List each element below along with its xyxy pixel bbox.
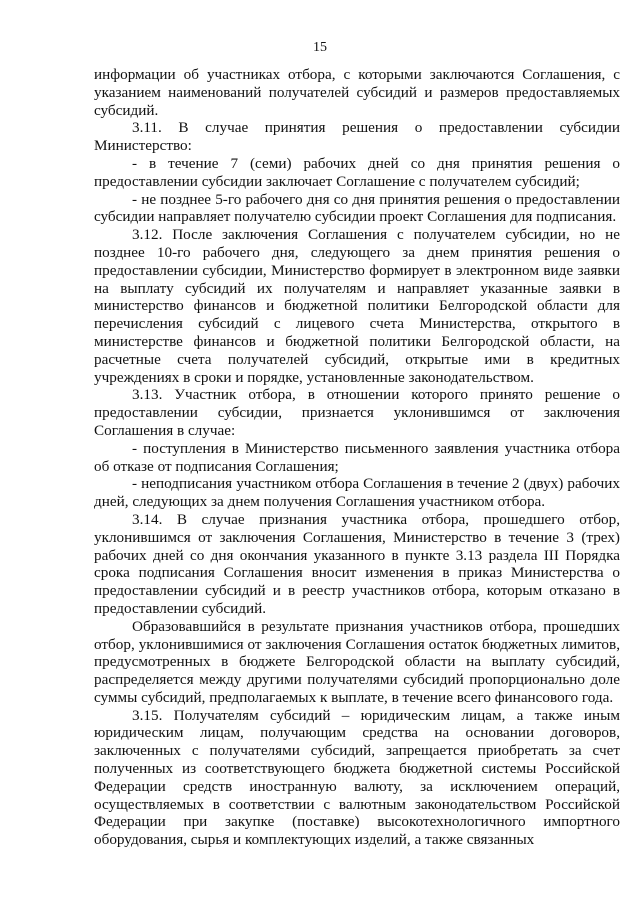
paragraph-3-13: 3.13. Участник отбора, в отношении которого принято решение о предоставлении субсидии, признается уклонившимся от заключения Соглашения в случае:	[94, 386, 620, 439]
paragraph-3-11: 3.11. В случае принятия решения о предоставлении субсидии Министерство:	[94, 119, 620, 155]
paragraph-budget-remainder: Образовавшийся в результате признания участников отбора, прошедших отбор, уклонившимися от заключения Соглашения остаток бюджетных лимитов, предусмотренных в бюджете Белгородской области на выплату субсидий, распределяется между другими получателями субсидий пропорционально доле суммы субсидий, предполагаемых к выплате, в течение всего финансового года.	[94, 617, 620, 706]
list-item-non-signing: - неподписания участником отбора Соглашения в течение 2 (двух) рабочих дней, следующих за днем получения Соглашения участником отбора.	[94, 475, 620, 511]
page-number: 15	[313, 40, 327, 55]
paragraph-3-14: 3.14. В случае признания участника отбора, прошедшего отбор, уклонившимся от заключения Соглашения, Министерство в течение 3 (трех) рабочих дней со дня окончания указанного в пункте 3.13 раздела III Порядка срока подписания Соглашения вносит изменения в приказ Министерства о предоставлении субсидий и в реестр участников отбора, которым отказано в предоставлении субсидий.	[94, 510, 620, 617]
paragraph-3-12: 3.12. После заключения Соглашения с получателем субсидии, но не позднее 10-го рабочего дня, следующего за днем принятия решения о предоставлении субсидии, Министерство формирует в электронном виде заявки на выплату субсидий их получателям и направляет указанные заявки в министерство финансов и бюджетной политики Белгородской области для перечисления субсидий с лицевого счета Министерства, открытого в министерстве финансов и бюджетной политики Белгородской области, на расчетные счета получателей субсидий, открытые ими в кредитных учреждениях в сроки и порядке, установленные законодательством.	[94, 226, 620, 386]
list-item-contract-draft: - не позднее 5-го рабочего дня со дня принятия решения о предоставлении субсидии направляет получателю субсидии проект Соглашения для подписания.	[94, 190, 620, 226]
paragraph-continuation: информации об участниках отбора, с которыми заключаются Соглашения, с указанием наименований получателей субсидий и размеров предоставляемых субсидий.	[94, 66, 620, 119]
paragraph-3-15: 3.15. Получателям субсидий – юридическим лицам, а также иным юридическим лицам, получающим средства на основании договоров, заключенных с получателями субсидий, запрещается приобретать за счет полученных из соответствующего бюджета бюджетной системы Российской Федерации средств иностранную валюту, за исключением операций, осуществляемых в соответствии с валютным законодательством Российской Федерации при закупке (поставке) высокотехнологичного импортного оборудования, сырья и комплектующих изделий, а также связанных	[94, 706, 620, 849]
list-item-refusal-statement: - поступления в Министерство письменного заявления участника отбора об отказе от подписания Соглашения;	[94, 439, 620, 475]
list-item-contract-signing: - в течение 7 (семи) рабочих дней со дня принятия решения о предоставлении субсидии заключает Соглашение с получателем субсидий;	[94, 154, 620, 190]
document-body	[94, 66, 620, 849]
